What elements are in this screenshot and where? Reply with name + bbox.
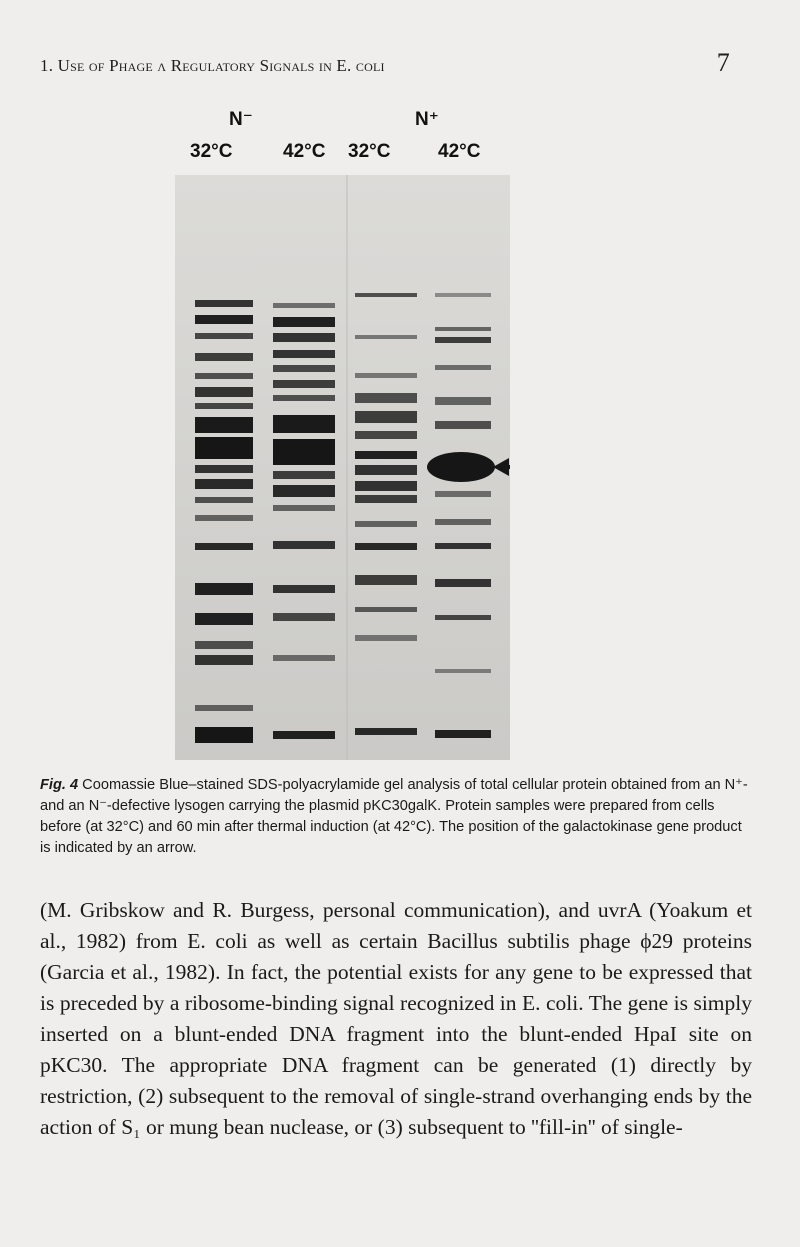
running-title: 1. Use of Phage λ Regulatory Signals in E. coli: [40, 56, 385, 75]
lane-label-3: 32°C: [348, 141, 391, 162]
figure-caption: [40, 775, 752, 860]
group-label-n-plus: N⁺: [415, 109, 439, 130]
running-head: [40, 48, 730, 77]
figure-label: Fig. 4: [40, 777, 79, 793]
group-label-n-minus: N⁻: [229, 109, 253, 130]
lane-label-2: 42°C: [283, 141, 326, 162]
body-paragraph: (M. Gribskow and R. Burgess, personal communication), and uvrA (Yoakum et al., 1982) from E. coli as well as certain Bacillus subtilis phage ϕ29 proteins (Garcia et al., 1982). In fact, the potential exists for any gene to be expressed that is preceded by a ribosome-binding signal recognized in E. coli. The gene is simply inserted on a blunt-ended DNA fragment into the blunt-ended HpaI site on pKC30. The appropriate DNA fragment can be generated (1) directly by restriction, (2) subsequent to the removal of single-strand overhanging ends by the action of S₁ or mung bean nuclease, or (3) subsequent to ''fill-in'' of single-: [40, 898, 752, 1139]
figure-caption-text: Coomassie Blue–stained SDS-polyacrylamide gel analysis of total cellular protein obtained from an N⁺- and an N⁻-defective lysogen carrying the plasmid pKC30galK. Protein samples were prepared from cells before (at 32°C) and 60 min after thermal induction (at 42°C). The position of the galactokinase gene product is indicated by an arrow.: [40, 777, 748, 857]
page-number: 7: [716, 48, 730, 77]
lane-label-4: 42°C: [438, 141, 481, 162]
gel-image: [175, 175, 510, 760]
lane-label-1: 32°C: [190, 141, 233, 162]
